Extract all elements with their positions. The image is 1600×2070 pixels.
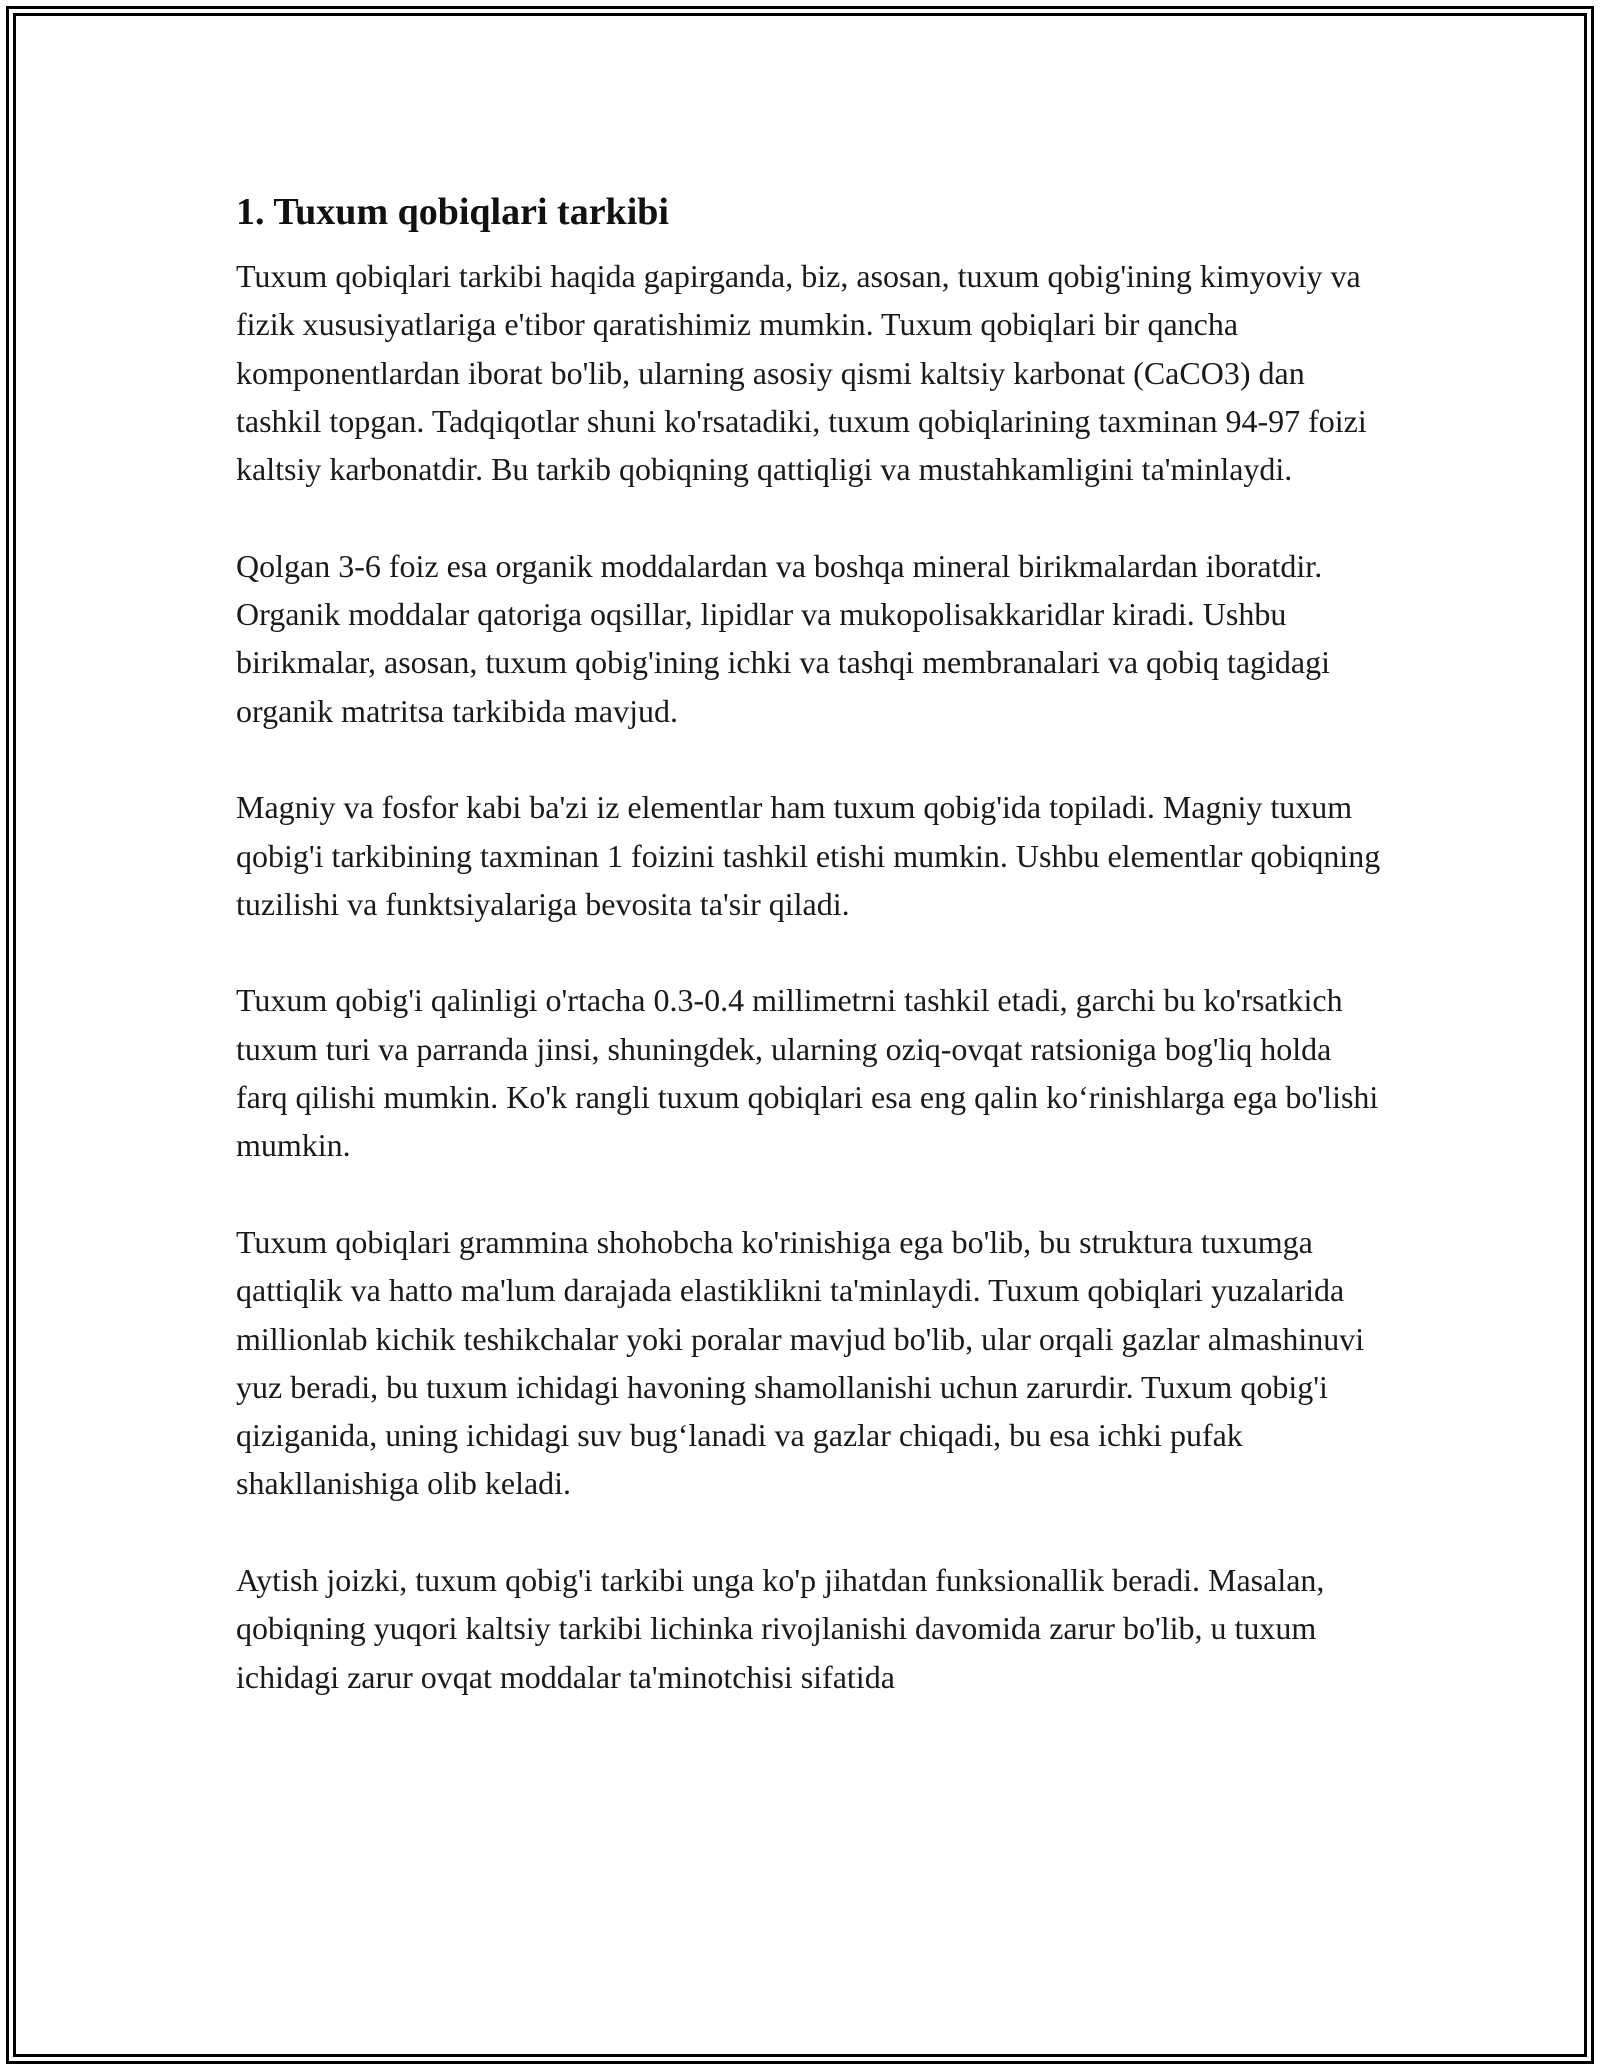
paragraph-1: Tuxum qobiqlari tarkibi haqida gapirganda, biz, asosan, tuxum qobig'ining kimyoviy va fizik xususiyatlariga e'tibor qaratishimiz mumkin. Tuxum qobiqlari bir qancha komponentlardan iborat bo'lib, ularning asosiy qismi kaltsiy karbonat (CaCO3) dan tashkil topgan. Tadqiqotlar shuni ko'rsatadiki, tuxum qobiqlarining taxminan 94-97 foizi kaltsiy karbonatdir. Bu tarkib qobiqning qattiqligi va mustahkamligini ta'minlaydi. [236, 258, 1367, 488]
paragraph-4: Tuxum qobig'i qalinligi o'rtacha 0.3-0.4 millimetrni tashkil etadi, garchi bu ko'rsatkich tuxum turi va parranda jinsi, shuningdek, ularning oziq-ovqat ratsioniga bog'liq holda farq qilishi mumkin. Ko'k rangli tuxum qobiqlari esa eng qalin ko‘rinishlarga ega bo'lishi mumkin. [236, 982, 1379, 1164]
paragraph-2: Qolgan 3-6 foiz esa organik moddalardan va boshqa mineral birikmalardan iboratdir. Organik moddalar qatoriga oqsillar, lipidlar va mukopolisakkaridlar kiradi. Ushbu birikmalar, asosan, tuxum qobig'ining ichki va tashqi membranalari va qobiq tagidagi organik matritsa tarkibida mavjud. [236, 547, 1331, 729]
document-page [236, 186, 1386, 1749]
paragraph-6: Aytish joizki, tuxum qobig'i tarkibi unga ko'p jihatdan funksionallik beradi. Masalan, qobiqning yuqori kaltsiy tarkibi lichinka rivojlanishi davomida zarur bo'lib, u tuxum ichidagi zarur ovqat moddalar ta'minotchisi sifatida [236, 1562, 1325, 1695]
section-title: 1. Tuxum qobiqlari tarkibi [236, 191, 669, 233]
paragraph-3: Magniy va fosfor kabi ba'zi iz elementlar ham tuxum qobig'ida topiladi. Magniy tuxum qobig'i tarkibining taxminan 1 foizini tashkil etishi mumkin. Ushbu elementlar qobiqning tuzilishi va funktsiyalariga bevosita ta'sir qiladi. [236, 789, 1381, 922]
paragraph-5: Tuxum qobiqlari grammina shohobcha ko'rinishiga ega bo'lib, bu struktura tuxumga qattiqlik va hatto ma'lum darajada elastiklikni ta'minlaydi. Tuxum qobiqlari yuzalarida millionlab kichik teshikchalar yoki poralar mavjud bo'lib, ular orqali gazlar almashinuvi yuz beradi, bu tuxum ichidagi havoning shamollanishi uchun zarurdir. Tuxum qobig'i qiziganida, uning ichidagi suv bug‘lanadi va gazlar chiqadi, bu esa ichki pufak shakllanishiga olib keladi. [236, 1223, 1365, 1502]
